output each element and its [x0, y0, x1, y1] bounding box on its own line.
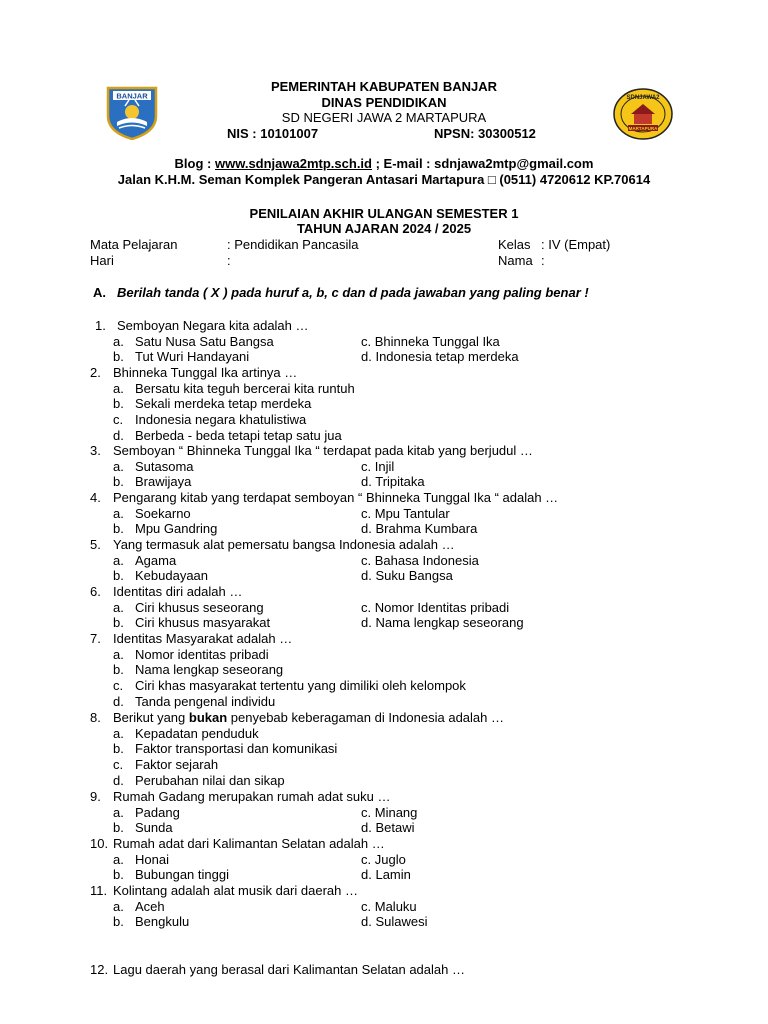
school-address: Jalan K.H.M. Seman Komplek Pangeran Antasari Martapura □ (0511) 4720612 KP.70614	[117, 172, 651, 187]
option-d[interactable]	[361, 867, 411, 883]
option-b[interactable]: Bubungan tinggi	[135, 867, 229, 883]
question-number: 8.	[90, 710, 101, 725]
subject-value: : Pendidikan Pancasila	[227, 237, 359, 252]
option-c[interactable]	[361, 553, 479, 569]
option-b[interactable]: Kebudayaan	[135, 568, 209, 584]
option-letter-b: b.	[113, 741, 124, 757]
option-a[interactable]: Agama	[135, 552, 177, 568]
option-a[interactable]: Nomor identitas pribadi	[135, 646, 269, 662]
option-c[interactable]	[361, 852, 406, 868]
option-c[interactable]	[361, 506, 450, 522]
option-letter-b: b.	[113, 349, 124, 365]
option-a[interactable]: Kepadatan penduduk	[135, 725, 259, 741]
option-letter-a: a.	[113, 804, 124, 820]
option-letter-a: a.	[113, 646, 124, 662]
blog-label: Blog :	[174, 156, 215, 171]
government-name: PEMERINTAH KABUPATEN BANJAR	[270, 79, 498, 94]
logo-left-text: BANJAR	[116, 91, 148, 101]
logo-right-bottom-text: MARTAPURA	[628, 126, 658, 131]
department-name: DINAS PENDIDIKAN	[321, 95, 447, 110]
option-c-text: Juglo	[374, 851, 406, 867]
option-a[interactable]: Bersatu kita teguh bercerai kita runtuh	[135, 380, 355, 396]
option-c-text: Minang	[374, 804, 418, 820]
option-d-text: Brahma Kumbara	[375, 521, 478, 537]
option-c[interactable]	[361, 459, 394, 475]
contact-line	[0, 156, 768, 172]
option-letter-a: a.	[113, 380, 124, 396]
question-text: Semboyan Negara kita adalah …	[117, 318, 309, 333]
option-letter-c: c.	[361, 851, 372, 867]
option-letter-d: d.	[361, 615, 372, 631]
option-letter-a: a.	[113, 898, 124, 914]
question-number: 10.	[90, 836, 109, 851]
option-c-text: Injil	[374, 458, 395, 474]
option-letter-c: c.	[361, 898, 372, 914]
class-value: : IV (Empat)	[541, 237, 611, 252]
option-c-text: Mpu Tantular	[374, 505, 450, 521]
question-text: Identitas Masyarakat adalah …	[113, 631, 293, 646]
question-number: 2.	[90, 365, 101, 380]
option-c[interactable]: Faktor sejarah	[135, 757, 219, 773]
option-d[interactable]: Berbeda - beda tetapi tetap satu jua	[135, 427, 342, 443]
option-d[interactable]	[361, 349, 519, 365]
blog-link[interactable]: www.sdnjawa2mtp.sch.id	[214, 156, 372, 171]
name-label: Nama	[498, 253, 533, 268]
option-letter-b: b.	[113, 662, 124, 678]
question-text: Rumah Gadang merupakan rumah adat suku …	[113, 789, 391, 804]
option-d[interactable]	[361, 474, 425, 490]
option-d[interactable]	[361, 820, 415, 836]
question-number: 3.	[90, 443, 101, 458]
exam-title: PENILAIAN AKHIR ULANGAN SEMESTER 1	[249, 206, 519, 221]
option-b[interactable]: Faktor transportasi dan komunikasi	[135, 741, 338, 757]
school-name: SD NEGERI JAWA 2 MARTAPURA	[281, 110, 487, 125]
section-a-letter: A.	[93, 285, 106, 300]
option-letter-d: d.	[361, 820, 372, 836]
option-letter-d: d.	[113, 772, 124, 788]
option-a[interactable]: Satu Nusa Satu Bangsa	[135, 333, 274, 349]
option-letter-b: b.	[113, 568, 124, 584]
question-text: Lagu daerah yang berasal dari Kalimantan Selatan adalah …	[113, 962, 465, 977]
email-text: ; E-mail : sdnjawa2mtp@gmail.com	[371, 156, 594, 171]
option-c-text: Maluku	[374, 898, 417, 914]
option-letter-d: d.	[113, 427, 124, 443]
option-d[interactable]	[361, 568, 453, 584]
option-letter-a: a.	[113, 505, 124, 521]
option-a[interactable]: Honai	[135, 851, 169, 867]
option-c-text: Bhinneka Tunggal Ika	[374, 333, 500, 349]
option-a[interactable]: Ciri khusus seseorang	[135, 599, 264, 615]
option-letter-c: c.	[113, 412, 124, 428]
option-d[interactable]	[361, 615, 524, 631]
option-letter-d: d.	[361, 568, 372, 584]
option-d[interactable]	[361, 521, 477, 537]
option-d-text: Suku Bangsa	[375, 568, 453, 584]
option-d-text: Sulawesi	[375, 914, 428, 930]
option-letter-a: a.	[113, 725, 124, 741]
option-b[interactable]: Bengkulu	[135, 914, 190, 930]
option-letter-c: c.	[113, 678, 124, 694]
option-letter-a: a.	[113, 599, 124, 615]
option-letter-b: b.	[113, 474, 124, 490]
option-c[interactable]	[361, 805, 417, 821]
option-d[interactable]: Perubahan nilai dan sikap	[135, 772, 285, 788]
option-letter-b: b.	[113, 615, 124, 631]
option-letter-b: b.	[113, 521, 124, 537]
question-text-part: penyebab keberagaman di Indonesia adalah …	[227, 710, 504, 725]
question-text: Rumah adat dari Kalimantan Selatan adalah …	[113, 836, 385, 851]
option-c[interactable]: Ciri khas masyarakat tertentu yang dimiliki oleh kelompok	[135, 678, 466, 694]
option-d-text: Betawi	[375, 820, 415, 836]
name-value: :	[541, 253, 545, 268]
option-b[interactable]: Sekali merdeka tetap merdeka	[135, 396, 312, 412]
question-text-emphasis: bukan	[188, 710, 228, 725]
option-c[interactable]: Indonesia negara khatulistiwa	[135, 412, 307, 428]
option-letter-d: d.	[361, 521, 372, 537]
option-c[interactable]	[361, 334, 500, 350]
option-letter-b: b.	[113, 396, 124, 412]
option-letter-a: a.	[113, 851, 124, 867]
option-d-text: Indonesia tetap merdeka	[375, 349, 519, 365]
option-letter-a: a.	[113, 458, 124, 474]
option-d-text: Lamin	[375, 867, 411, 883]
question-number: 9.	[90, 789, 101, 804]
section-a-instruction: Berilah tanda ( X ) pada huruf a, b, c dan d pada jawaban yang paling benar !	[117, 285, 589, 300]
option-letter-d: d.	[361, 867, 372, 883]
subject-label: Mata Pelajaran	[90, 237, 178, 252]
option-c[interactable]	[361, 899, 417, 915]
day-value: :	[227, 253, 231, 268]
question-text: Yang termasuk alat pemersatu bangsa Indonesia adalah …	[113, 537, 455, 552]
question-text-part: Berikut yang	[113, 710, 189, 725]
day-label: Hari	[90, 253, 114, 268]
option-letter-d: d.	[113, 693, 124, 709]
option-a[interactable]: Aceh	[135, 898, 165, 914]
option-letter-b: b.	[113, 820, 124, 836]
option-letter-c: c.	[361, 804, 372, 820]
option-a[interactable]: Sutasoma	[135, 458, 194, 474]
option-letter-c: c.	[361, 333, 372, 349]
option-d-text: Nama lengkap seseorang	[375, 615, 524, 631]
option-letter-c: c.	[113, 757, 124, 773]
option-b[interactable]: Brawijaya	[135, 474, 192, 490]
option-a[interactable]: Soekarno	[135, 505, 191, 521]
option-c-text: Nomor Identitas pribadi	[374, 599, 510, 615]
exam-year: TAHUN AJARAN 2024 / 2025	[296, 221, 472, 236]
option-b[interactable]: Ciri khusus masyarakat	[135, 615, 271, 631]
option-letter-c: c.	[361, 552, 372, 568]
question-text: Pengarang kitab yang terdapat semboyan “ Bhinneka Tunggal Ika “ adalah …	[113, 490, 559, 505]
class-label: Kelas	[498, 237, 531, 252]
option-b[interactable]: Mpu Gandring	[135, 521, 218, 537]
option-letter-b: b.	[113, 914, 124, 930]
question-text: Bhinneka Tunggal Ika artinya …	[113, 365, 298, 380]
question-number: 12.	[90, 962, 109, 977]
school-nis: NIS : 10101007	[227, 126, 319, 141]
option-d-text: Tripitaka	[375, 474, 425, 490]
option-b[interactable]: Tut Wuri Handayani	[135, 349, 250, 365]
logo-right-top-text: SDNJAWA2	[626, 95, 660, 101]
question-text	[113, 710, 504, 726]
option-letter-a: a.	[113, 552, 124, 568]
question-number: 11.	[90, 883, 108, 898]
question-number: 5.	[90, 537, 101, 552]
option-b[interactable]: Nama lengkap seseorang	[135, 662, 284, 678]
question-number: 4.	[90, 490, 101, 505]
option-letter-c: c.	[361, 599, 372, 615]
option-letter-d: d.	[361, 349, 372, 365]
option-d[interactable]: Tanda pengenal individu	[135, 693, 276, 709]
option-a[interactable]: Padang	[135, 804, 180, 820]
option-d[interactable]	[361, 914, 428, 930]
question-text: Kolintang adalah alat musik dari daerah …	[113, 883, 358, 898]
question-text: Identitas diri adalah …	[113, 584, 243, 599]
option-letter-a: a.	[113, 333, 124, 349]
school-npsn: NPSN: 30300512	[434, 126, 536, 141]
question-number: 6.	[90, 584, 101, 599]
question-number: 1.	[95, 318, 106, 333]
option-letter-c: c.	[361, 458, 372, 474]
option-letter-c: c.	[361, 505, 372, 521]
question-text: Semboyan “ Bhinneka Tunggal Ika “ terdapat pada kitab yang berjudul …	[113, 443, 533, 458]
option-c[interactable]	[361, 600, 509, 616]
option-letter-d: d.	[361, 914, 372, 930]
option-b[interactable]: Sunda	[135, 820, 173, 836]
question-number: 7.	[90, 631, 101, 646]
option-c-text: Bahasa Indonesia	[374, 552, 479, 568]
option-letter-b: b.	[113, 867, 124, 883]
option-letter-d: d.	[361, 474, 372, 490]
